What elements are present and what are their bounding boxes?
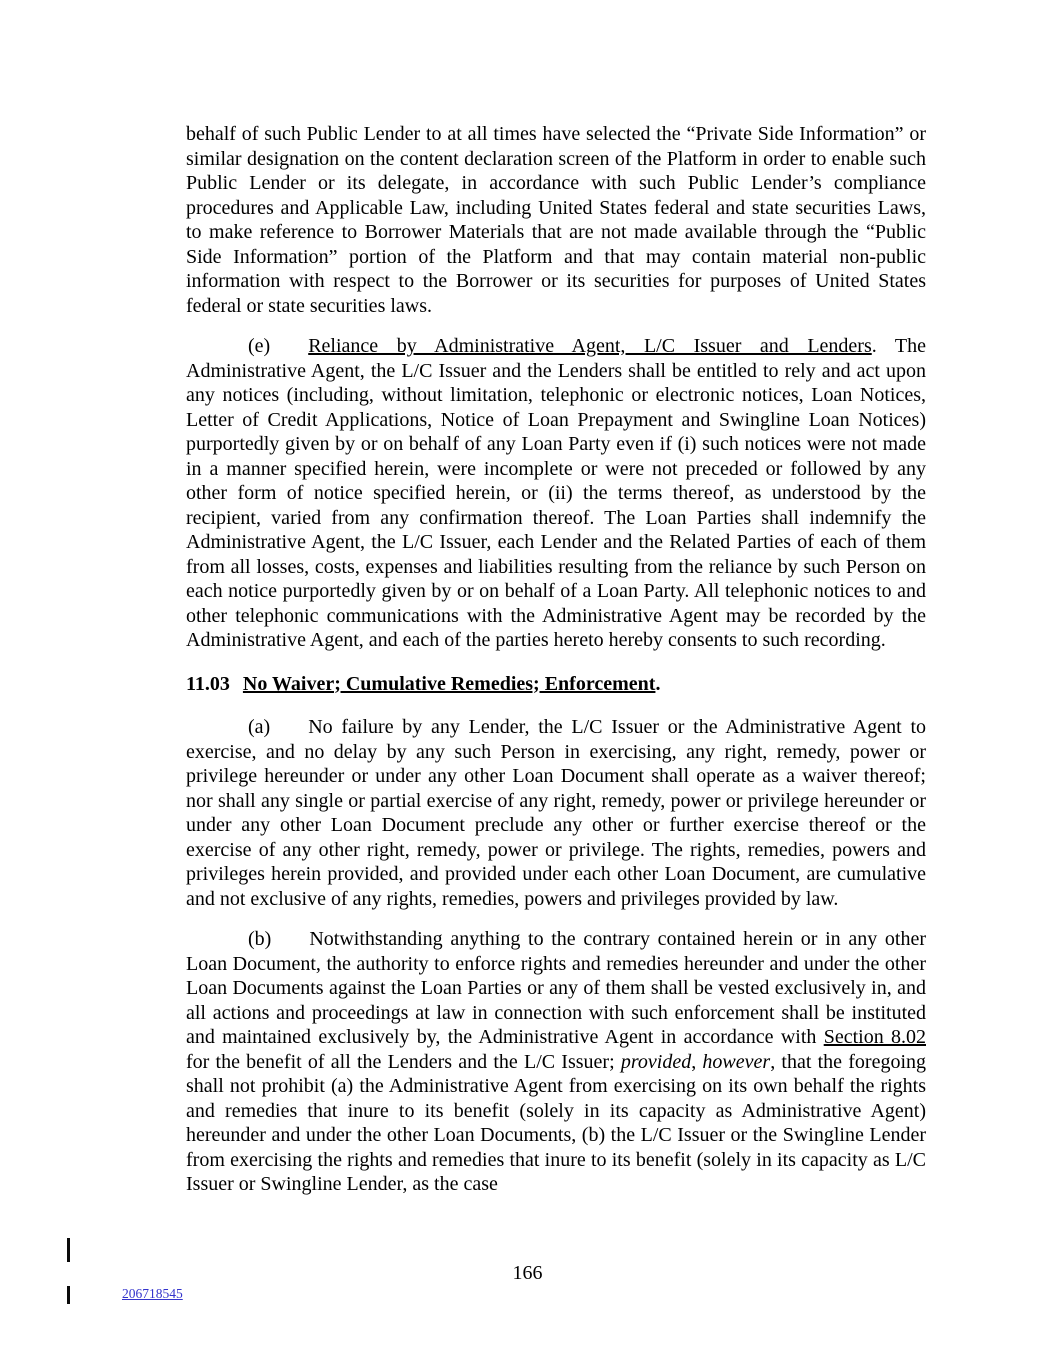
clause-e-paragraph	[186, 334, 926, 653]
clause-a-label: (a)	[248, 716, 271, 738]
clause-b-label: (b)	[248, 928, 272, 950]
section-title: No Waiver; Cumulative Remedies; Enforcement	[242, 672, 656, 695]
section-title-period: .	[655, 672, 661, 695]
clause-b-body-1: Notwithstanding anything to the contrary contained herein or in any other Loan Document, the authority to enforce rights and remedies hereunder and under the other Loan Documents against the Loan Parties or any of them shall be vested exclusively in, and all actions and proceedings at law in connection with such enforcement shall be instituted and maintained exclusively by, the Administrative Agent in accordance with	[186, 928, 926, 1048]
clause-a-paragraph	[186, 715, 926, 911]
section-ref-8-02: Section 8.02	[823, 1026, 926, 1048]
continuation-paragraph-text: behalf of such Public Lender to at all times have selected the “Private Side Information” or similar designation on the content declaration screen of the Platform in order to enable such Public Lender or its delegate, in accordance with such Public Lender’s compliance procedures and Applicable Law, including United States federal and state securities Laws, to make reference to Borrower Materials that are not made available through the “Public Side Information” portion of the Platform and that may contain material non-public information with respect to the Borrower or its securities for purposes of United States federal or state securities laws.	[186, 123, 926, 317]
clause-a-body: No failure by any Lender, the L/C Issuer or the Administrative Agent to exercise, and no delay by any such Person in exercising, any right, remedy, power or privilege hereunder or under any other Loan Document shall operate as a waiver thereof; nor shall any single or partial exercise of any right, remedy, power or privilege hereunder or under any other Loan Document preclude any other or further exercise thereof or the exercise of any other right, remedy, power or privilege. The rights, remedies, powers and privileges herein provided, and provided under each other Loan Document, are cumulative and not exclusive of any rights, remedies, powers and privileges provided by law.	[186, 716, 926, 910]
clause-e-body: . The Administrative Agent, the L/C Issuer and the Lenders shall be entitled to rely and act upon any notices (including, without limitation, telephonic or electronic notices, Loan Notices, Letter of Credit Applications, Notice of Loan Prepayment and Swingline Loan Notices) purportedly given by or on behalf of any Loan Party even if (i) such notices were not made in a manner specified herein, were incomplete or were not preceded or followed by any other form of notice specified herein, or (ii) the terms thereof, as understood by the recipient, varied from any confirmation thereof. The Loan Parties shall indemnify the Administrative Agent, the L/C Issuer, each Lender and the Related Parties of each of them from all losses, costs, expenses and liabilities resulting from the reliance by such Person on each notice purportedly given by or on behalf of a Loan Party. All telephonic notices to and other telephonic communications with the Administrative Agent may be recorded by the Administrative Agent, and each of the parties hereto hereby consents to such recording.	[186, 335, 927, 651]
clause-e-label: (e)	[248, 335, 271, 357]
proviso-however: however	[702, 1050, 771, 1073]
continuation-paragraph	[186, 122, 926, 318]
clause-b-body-2: for the benefit of all the Lenders and the L/C Issuer;	[186, 1050, 621, 1073]
revision-change-bar	[67, 1238, 70, 1262]
section-heading-11-03	[186, 672, 926, 697]
clause-b-paragraph	[186, 927, 926, 1197]
clause-b-body-3: , that the foregoing shall not prohibit (a) the Administrative Agent from exercising on its own behalf the rights and remedies that inure to its benefit (solely in its capacity as Administrative Agent) hereunder and under the other Loan Documents, (b) the L/C Issuer or the Swingline Lender from exercising the rights and remedies that inure to its benefit (solely in its capacity as L/C Issuer or Swingline Lender, as the case	[186, 1050, 926, 1195]
document-text-block	[186, 122, 926, 1213]
section-number: 11.03	[186, 672, 230, 695]
clause-e-heading: Reliance by Administrative Agent, L/C Issuer and Lenders	[308, 335, 872, 357]
doc-id-link[interactable]: 206718545	[122, 1286, 183, 1301]
page-number: 166	[512, 1262, 543, 1284]
proviso-provided: provided	[620, 1050, 692, 1073]
revision-change-bar	[67, 1286, 70, 1304]
proviso-separator: ,	[691, 1050, 703, 1073]
